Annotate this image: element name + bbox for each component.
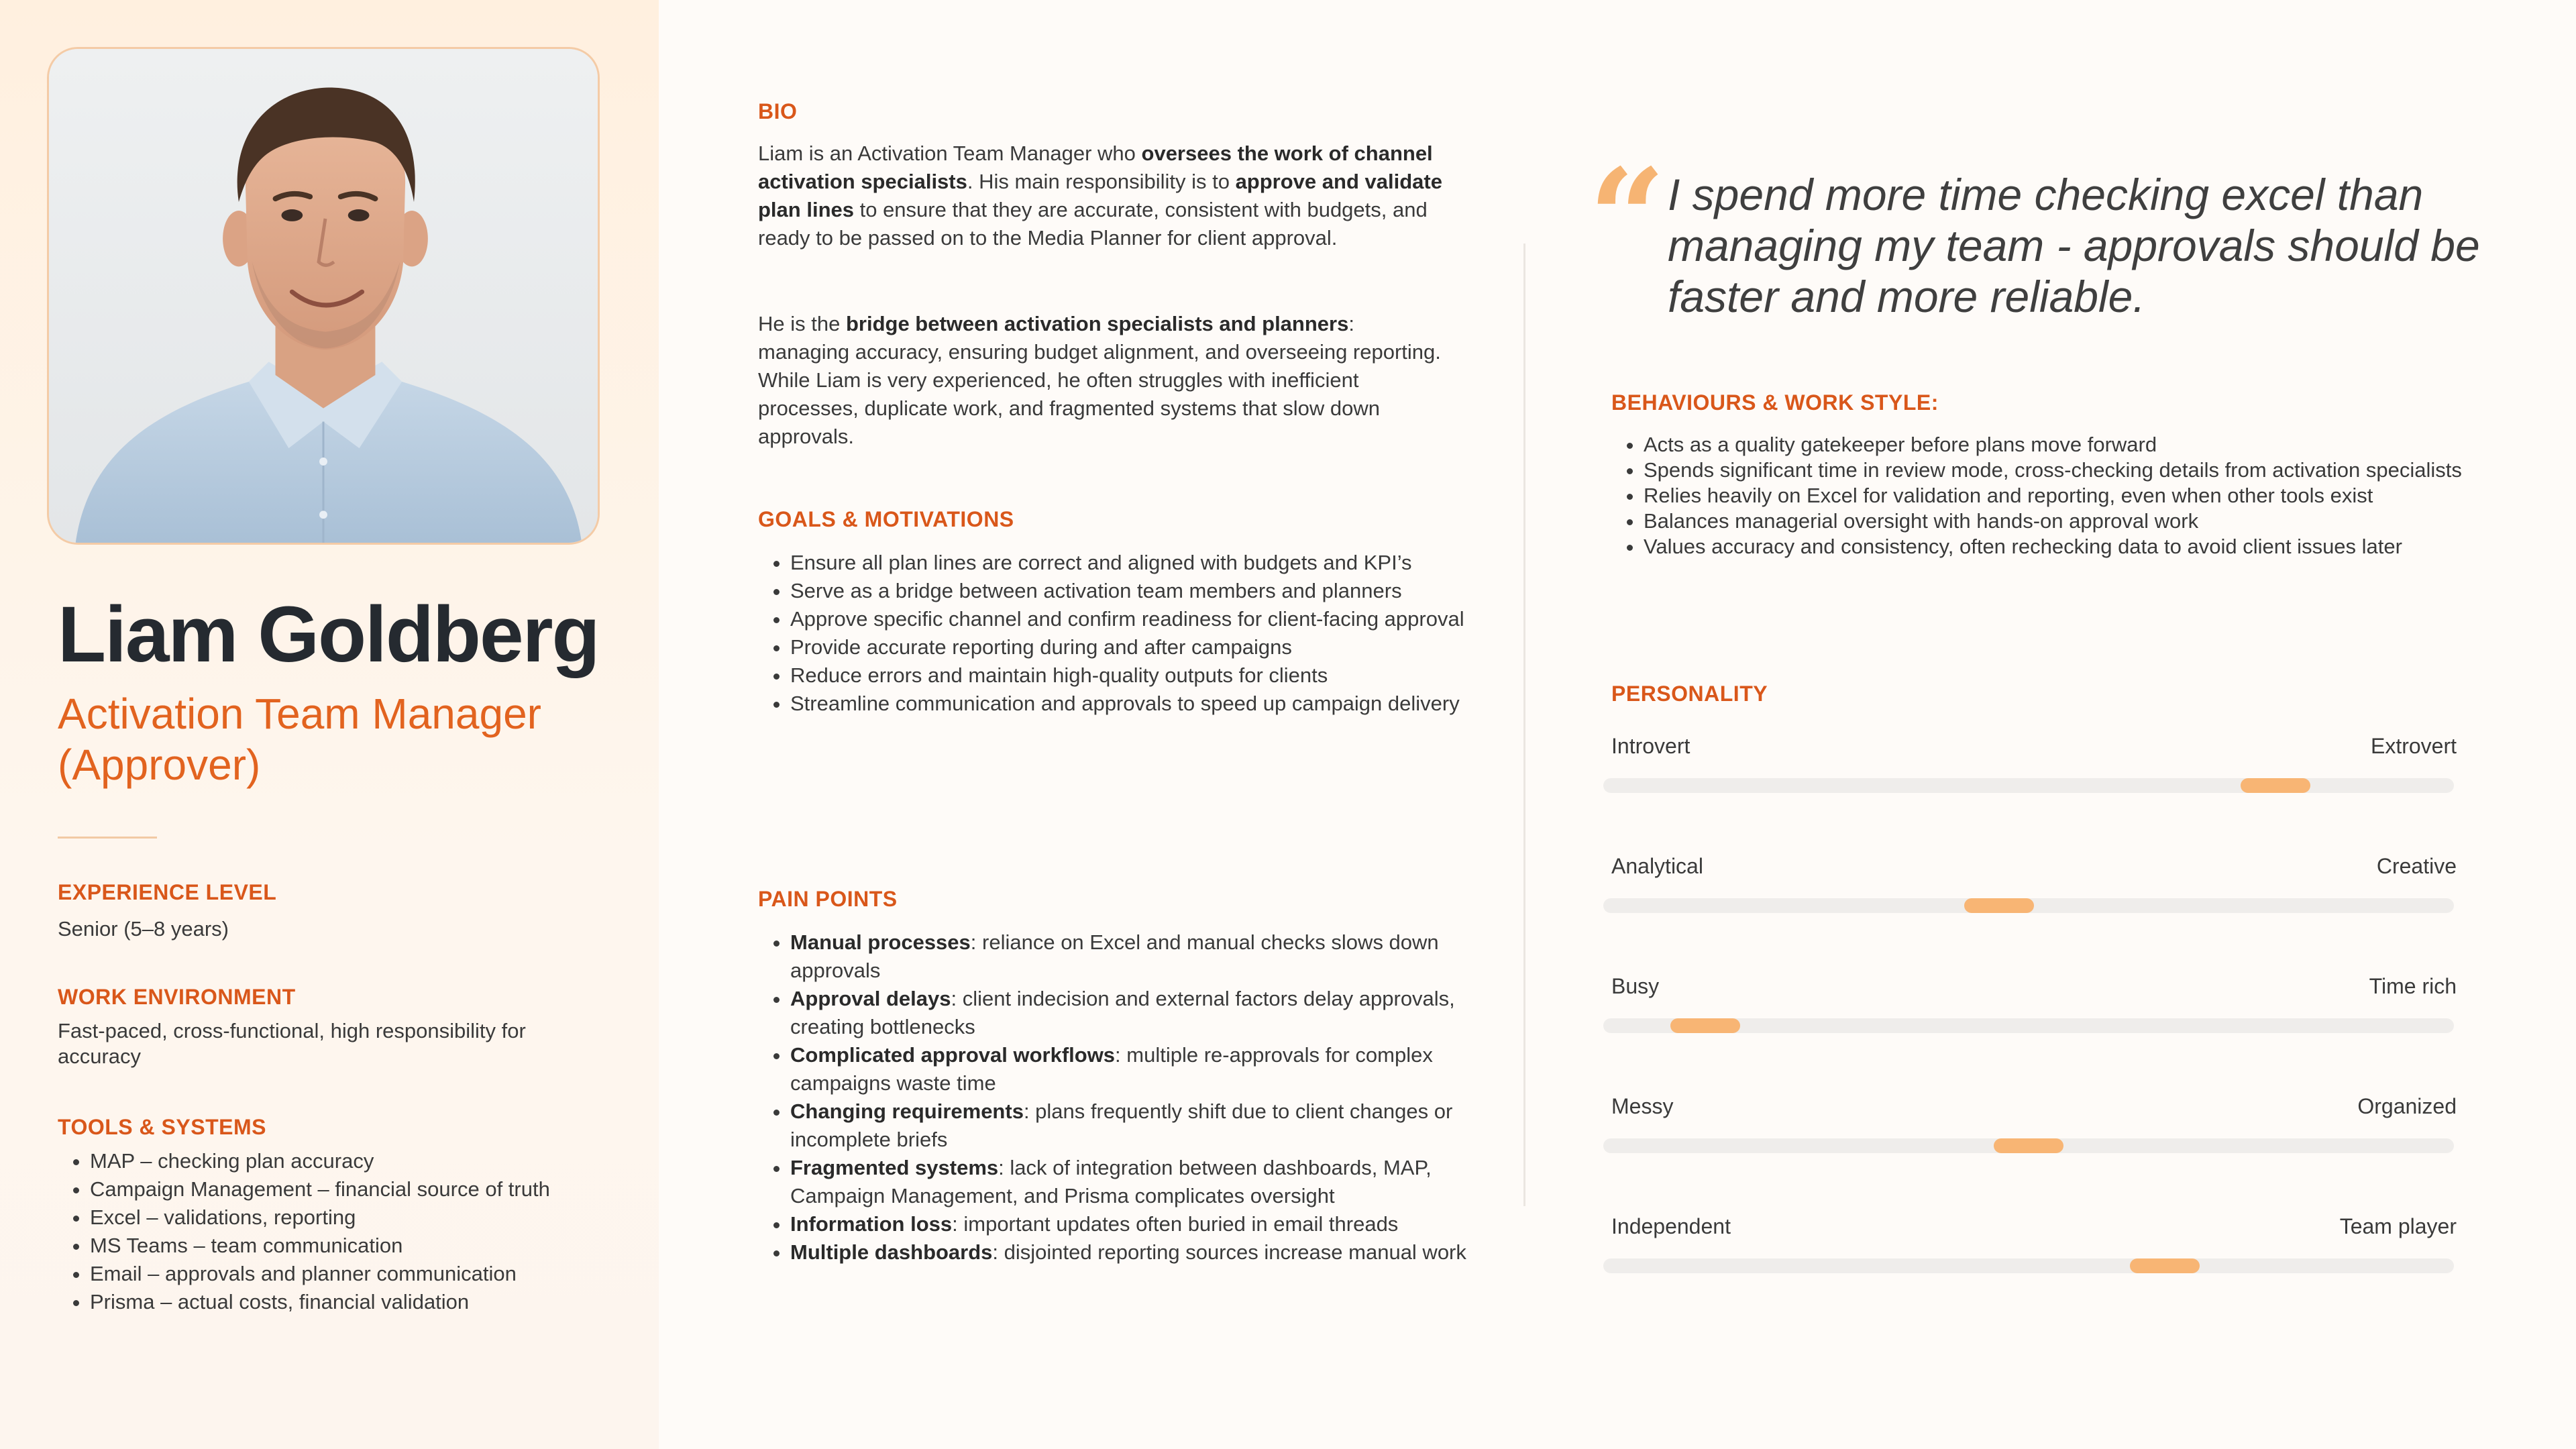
goal-item: • Provide accurate reporting during and after campaigns [790,633,1474,661]
pain-point-item: • Manual processes: reliance on Excel and manual checks slows down approvals [790,928,1474,985]
behaviour-item: • Relies heavily on Excel for validation and reporting, even when other tools exist [1644,483,2489,508]
pain-point-item: • Fragmented systems: lack of integration between dashboards, MAP, Campaign Management, and Prisma complicates oversight [790,1154,1474,1210]
slider-marker [1964,898,2034,913]
goals-title: GOALS & MOTIVATIONS [758,507,1014,531]
slider-right-label: Team player [2339,1214,2457,1238]
persona-quote: I spend more time checking excel than managing my team - approvals should be faster and more reliable. [1668,170,2480,321]
persona-name: Liam Goldberg [58,590,599,679]
pain-points-list [758,928,1474,1267]
slider-track [1603,1258,2454,1273]
persona-role: Activation Team Manager (Approver) [58,690,541,789]
profile-photo [47,47,600,545]
tool-item: • Email – approvals and planner communication [90,1260,640,1288]
pain-point-item: • Approval delays: client indecision and external factors delay approvals, creating bottlenecks [790,985,1474,1041]
behaviour-item: • Values accuracy and consistency, often rechecking data to avoid client issues later [1644,534,2489,559]
tool-item: • Prisma – actual costs, financial validation [90,1288,640,1316]
pain-point-item: • Multiple dashboards: disjointed reporting sources increase manual work [790,1238,1474,1267]
behaviour-item: • Balances managerial oversight with hands-on approval work [1644,508,2489,534]
personality-slider [1611,974,2457,1041]
slider-left-label: Introvert [1611,734,1690,758]
bio-paragraph-2: He is the bridge between activation specialists and planners: managing accuracy, ensuring budget alignment, and overseeing reporting. While Liam is very experienced, he often struggles with inefficient processes, duplicate work, and fragmented systems that slow down approvals. [758,312,1441,448]
goal-item: • Ensure all plan lines are correct and aligned with budgets and KPI’s [790,549,1474,577]
slider-track [1603,898,2454,913]
environment-value: Fast-paced, cross-functional, high responsibility for accuracy [58,1019,526,1068]
goal-item: • Reduce errors and maintain high-quality outputs for clients [790,661,1474,690]
tool-item: • MAP – checking plan accuracy [90,1147,640,1175]
personality-title: PERSONALITY [1611,682,1768,706]
tools-list [58,1147,640,1316]
slider-right-label: Creative [2376,854,2457,878]
slider-right-label: Organized [2357,1094,2457,1118]
slider-track [1603,1138,2454,1153]
tool-item: • MS Teams – team communication [90,1232,640,1260]
slider-right-label: Time rich [2369,974,2457,998]
pain-point-item: • Information loss: important updates often buried in email threads [790,1210,1474,1238]
slider-track [1603,1018,2454,1033]
goals-list [758,549,1474,718]
pain-point-item: • Complicated approval workflows: multiple re-approvals for complex campaigns waste time [790,1041,1474,1097]
tool-item: • Campaign Management – financial source of truth [90,1175,640,1203]
slider-marker [1670,1018,1740,1033]
personality-slider [1611,854,2457,921]
pain-points-title: PAIN POINTS [758,887,898,911]
personality-slider [1611,1094,2457,1161]
behaviours-title: BEHAVIOURS & WORK STYLE: [1611,390,1939,415]
behaviours-list [1611,432,2489,559]
slider-right-label: Extrovert [2370,734,2457,758]
experience-title: EXPERIENCE LEVEL [58,880,277,904]
bio-paragraph-1: Liam is an Activation Team Manager who oversees the work of channel activation specialists. His main responsibility is to approve and validate plan lines to ensure that they are accurate, consistent with budgets, and ready to be passed on to the Media Planner for client approval. [758,142,1442,250]
slider-marker [2130,1258,2200,1273]
slider-left-label: Busy [1611,974,1660,998]
bio-title: BIO [758,99,798,123]
slider-left-label: Analytical [1611,854,1703,878]
behaviour-item: • Acts as a quality gatekeeper before plans move forward [1644,432,2489,458]
divider [58,837,157,839]
behaviour-item: • Spends significant time in review mode, cross-checking details from activation specialists [1644,458,2489,483]
environment-title: WORK ENVIRONMENT [58,985,296,1009]
personality-slider [1611,1214,2457,1281]
experience-value: Senior (5–8 years) [58,917,229,941]
goal-item: • Streamline communication and approvals to speed up campaign delivery [790,690,1474,718]
slider-marker [2241,778,2310,793]
pain-point-item: • Changing requirements: plans frequently shift due to client changes or incomplete briefs [790,1097,1474,1154]
goal-item: • Serve as a bridge between activation team members and planners [790,577,1474,605]
tool-item: • Excel – validations, reporting [90,1203,640,1232]
slider-left-label: Independent [1611,1214,1731,1238]
person-avatar-icon [49,49,598,543]
column-divider [1523,244,1525,1206]
goal-item: • Approve specific channel and confirm readiness for client-facing approval [790,605,1474,633]
quote-mark-icon: “ [1589,140,1666,297]
slider-left-label: Messy [1611,1094,1674,1118]
slider-marker [1994,1138,2063,1153]
slider-track [1603,778,2454,793]
personality-slider [1611,734,2457,801]
tools-title: TOOLS & SYSTEMS [58,1115,266,1139]
